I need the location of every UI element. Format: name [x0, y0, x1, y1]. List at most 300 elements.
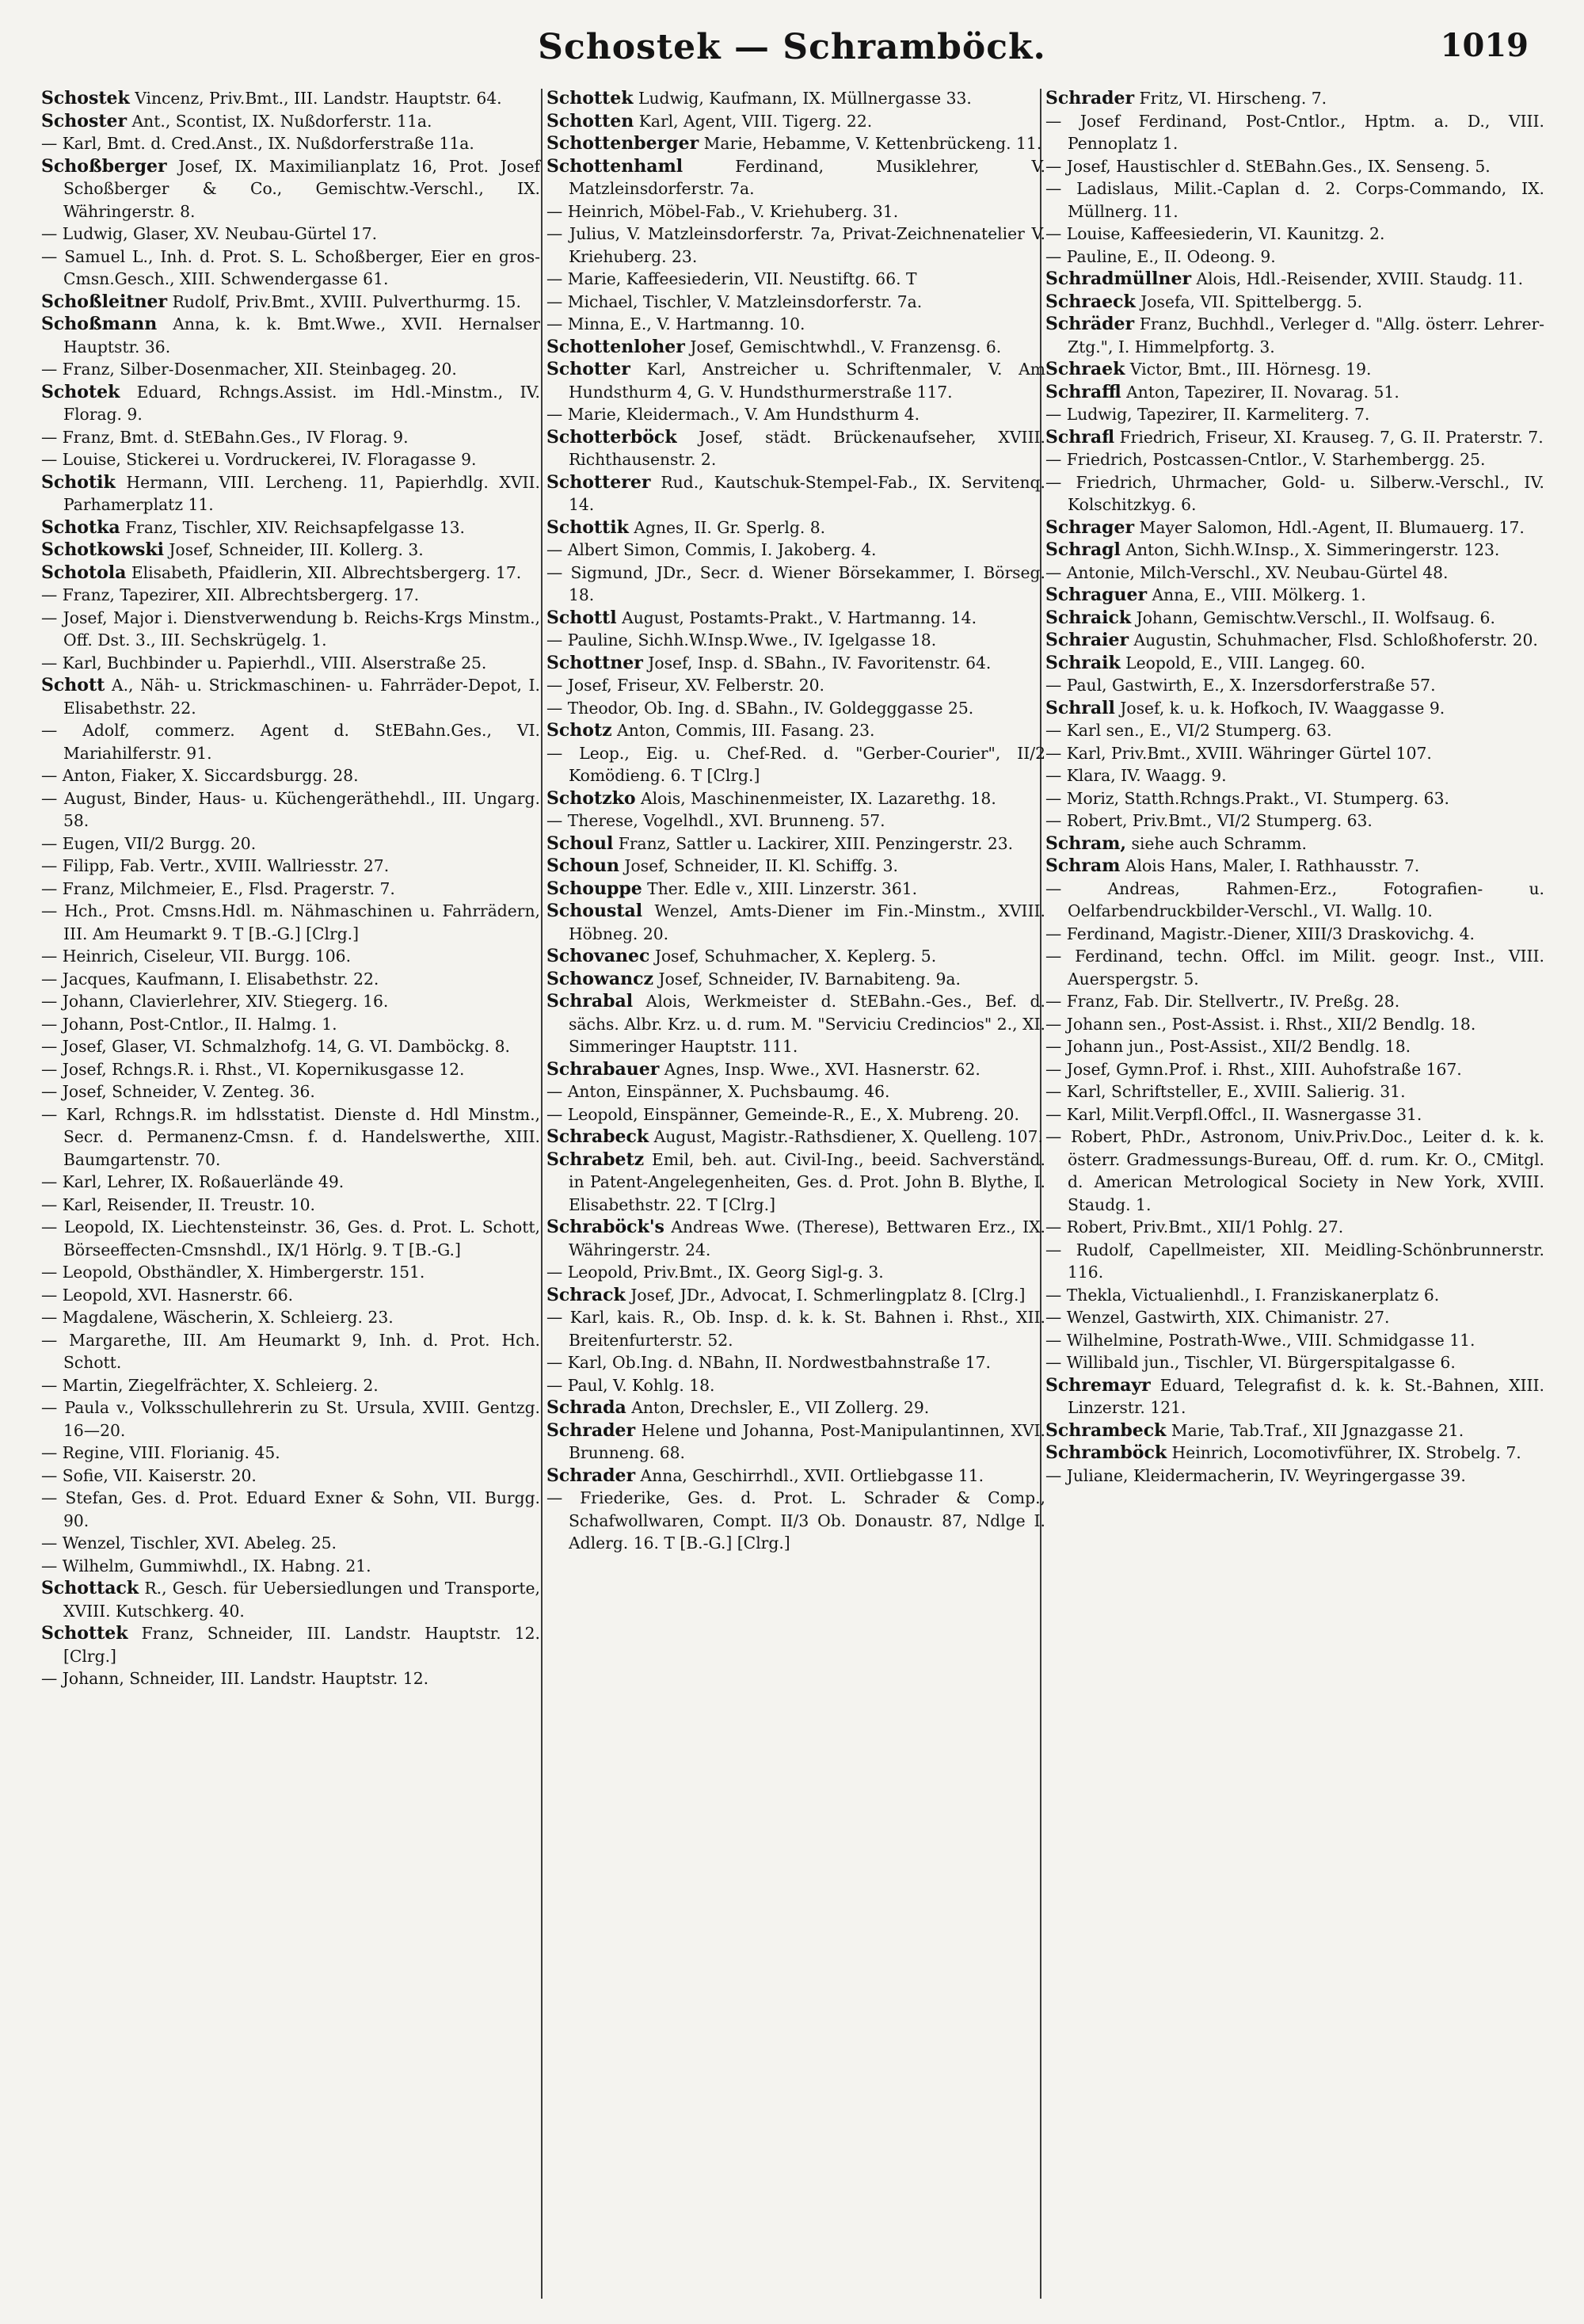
entry-details: — Stefan, Ges. d. Prot. Eduard Exner & Sohn, VII. Burgg. 90. — [41, 1488, 540, 1530]
entry-details: — Wilhelm, Gummiwhdl., IX. Habng. 21. — [41, 1556, 371, 1575]
directory-entry — [41, 855, 540, 878]
entry-details: — Wilhelmine, Postrath-Wwe., VIII. Schmidgasse 11. — [1045, 1330, 1475, 1350]
directory-entry — [546, 539, 1045, 562]
directory-entry — [1045, 426, 1544, 449]
directory-entry — [1045, 652, 1544, 675]
entry-surname: Schotten — [546, 110, 634, 131]
directory-entry — [546, 1216, 1045, 1261]
entry-details: — Karl, Reisender, II. Treustr. 10. — [41, 1194, 315, 1214]
entry-details: Karl, Anstreicher u. Schriftenmaler, V. Am Hundsthurm 4, G. V. Hundsthurmerstraße 117. — [569, 360, 1045, 402]
entry-details: — Leopold, XVI. Hasnerstr. 66. — [41, 1285, 294, 1305]
entry-surname: Schrabal — [546, 991, 634, 1012]
entry-details: — Karl, Rchngs.R. im hdlsstatist. Dienste d. Hdl Minstm., Secr. d. Permanenz-Cmsn. f. d. Handelswerthe, XIII. Baumgartenstr. 70. — [41, 1104, 540, 1169]
entry-surname: Schouppe — [546, 878, 642, 899]
directory-entry — [41, 1284, 540, 1307]
entry-details: — Josef, Schneider, V. Zenteg. 36. — [41, 1082, 315, 1101]
entry-details: Franz, Buchhdl., Verleger d. "Allg. österr. Lehrer-Ztg.", I. Himmelpfortg. 3. — [1068, 314, 1544, 356]
directory-entry — [41, 832, 540, 855]
directory-entry — [1045, 381, 1544, 404]
directory-entry — [1045, 1465, 1544, 1488]
entry-details: — Josef, Major i. Dienstverwendung b. Reichs-Krgs Minstm., Off. Dst. 3., III. Sechskrügelg. 1. — [41, 608, 540, 650]
directory-column-1 — [41, 87, 540, 1690]
entry-details: — Magdalene, Wäscherin, X. Schleierg. 23. — [41, 1308, 394, 1327]
directory-entry — [41, 448, 540, 471]
directory-entry — [41, 1396, 540, 1442]
directory-entry — [41, 719, 540, 764]
entry-details: Hermann, VIII. Lercheng. 11, Papierhdlg. XVII. Parhamerplatz 11. — [63, 472, 540, 514]
directory-entry — [41, 1035, 540, 1058]
directory-entry — [546, 1261, 1045, 1284]
directory-entry — [41, 1058, 540, 1081]
directory-entry — [546, 1465, 1045, 1488]
directory-entry — [546, 291, 1045, 314]
entry-details: — Adolf, commerz. Agent d. StEBahn.Ges., VI. Mariahilferstr. 91. — [41, 721, 540, 763]
directory-entry — [41, 223, 540, 246]
directory-entry — [41, 968, 540, 991]
entry-details: — Marie, Kleidermach., V. Am Hundsthurm 4. — [546, 405, 920, 424]
directory-entry — [1045, 1306, 1544, 1329]
directory-entry — [546, 855, 1045, 878]
entry-surname: Schotter — [546, 359, 630, 379]
entry-details: Josef, Schneider, III. Kollerg. 3. — [163, 540, 424, 559]
entry-details: — Klara, IV. Waagg. 9. — [1045, 766, 1227, 785]
entry-surname: Schottenloher — [546, 336, 685, 357]
entry-details: Rud., Kautschuk-Stempel-Fab., IX. Servitenq. 14. — [569, 472, 1045, 514]
directory-entry — [41, 607, 540, 652]
entry-details: — Louise, Stickerei u. Vordruckerei, IV. Floragasse 9. — [41, 450, 477, 469]
entry-details: — Leop., Eig. u. Chef-Red. d. "Gerber-Courier", II/2 Komödieng. 6. T [Clrg.] — [546, 743, 1045, 785]
entry-surname: Schowancz — [546, 968, 654, 989]
entry-surname: Schotterer — [546, 471, 651, 493]
entry-details: — Josef Ferdinand, Post-Cntlor., Hptm. a. D., VIII. Pennoplatz 1. — [1045, 111, 1544, 153]
directory-entry — [546, 697, 1045, 720]
entry-details: Karl, Agent, VIII. Tigerg. 22. — [634, 111, 873, 131]
entry-details: Anton, Commis, III. Fasang. 23. — [611, 721, 875, 740]
entry-details: — Paul, Gastwirth, E., X. Inzersdorferstraße 57. — [1045, 676, 1436, 695]
entry-details: Franz, Schneider, III. Landstr. Hauptstr. 12. [Clrg.] — [63, 1624, 540, 1666]
directory-entry — [546, 878, 1045, 901]
entry-surname: Schräder — [1045, 314, 1135, 334]
directory-entry — [546, 1351, 1045, 1374]
entry-details: — Marie, Kaffeesiederin, VII. Neustiftg. 66. T — [546, 269, 917, 288]
entry-details: — Josef, Friseur, XV. Felberstr. 20. — [546, 676, 824, 695]
entry-details: August, Magistr.-Rathsdiener, X. Quelleng. 107. — [649, 1127, 1043, 1146]
entry-surname: Schotka — [41, 516, 120, 538]
entry-details: — Karl, Bmt. d. Cred.Anst., IX. Nußdorferstraße 11a. — [41, 134, 474, 153]
directory-entry — [41, 313, 540, 358]
directory-entry — [1045, 1329, 1544, 1352]
directory-entry — [1045, 697, 1544, 720]
directory-entry — [41, 945, 540, 968]
directory-entry — [41, 1667, 540, 1690]
entry-details: Anna, Geschirrhdl., XVII. Ortliebgasse 11. — [635, 1465, 984, 1485]
directory-entry — [546, 1419, 1045, 1465]
directory-entry — [1045, 1216, 1544, 1239]
entry-details: Anton, Drechsler, E., VII Zollerg. 29. — [626, 1398, 930, 1417]
entry-surname: Schremayr — [1045, 1374, 1151, 1396]
entry-details: Agnes, II. Gr. Sperlg. 8. — [628, 517, 826, 537]
entry-details: — August, Binder, Haus- u. Küchengeräthehdl., III. Ungarg. 58. — [41, 788, 540, 830]
directory-entry — [41, 764, 540, 787]
entry-details: Alois, Maschinenmeister, IX. Lazarethg. 18. — [635, 788, 996, 808]
entry-details: Elisabeth, Pfaidlerin, XII. Albrechtsbergerg. 17. — [126, 562, 522, 582]
entry-surname: Schoustal — [546, 901, 643, 921]
entry-details: — Karl, Schriftsteller, E., XVIII. Salierig. 31. — [1045, 1082, 1406, 1101]
entry-details: — Karl, Ob.Ing. d. NBahn, II. Nordwestbahnstraße 17. — [546, 1353, 991, 1372]
entry-details: — Josef, Gymn.Prof. i. Rhst., XIII. Auhofstraße 167. — [1045, 1059, 1462, 1079]
directory-entry — [1045, 223, 1544, 246]
directory-entry — [41, 1306, 540, 1329]
directory-column-2 — [546, 87, 1045, 1555]
directory-entry — [546, 900, 1045, 945]
entry-surname: Schoul — [546, 832, 614, 854]
directory-entry — [41, 539, 540, 562]
entry-surname: Schotterböck — [546, 426, 677, 448]
entry-surname: Schoster — [41, 110, 128, 131]
entry-details: — Minna, E., V. Hartmanng. 10. — [546, 314, 805, 333]
directory-entry — [1045, 1351, 1544, 1374]
directory-entry — [1045, 110, 1544, 155]
entry-details: Ther. Edle v., XIII. Linzerstr. 361. — [642, 878, 918, 898]
entry-details: Andreas Wwe. (Therese), Bettwaren Erz., IX. Währingerstr. 24. — [569, 1217, 1045, 1259]
directory-entry — [1045, 990, 1544, 1013]
entry-surname: Schottek — [41, 1623, 128, 1644]
directory-entry — [1045, 155, 1544, 178]
directory-entry — [1045, 607, 1544, 630]
entry-surname: Schoßleitner — [41, 291, 168, 312]
directory-entry — [546, 336, 1045, 359]
entry-details: Anton, Sichh.W.Insp., X. Simmeringerstr. 123. — [1120, 540, 1500, 559]
directory-entry — [1045, 539, 1544, 562]
entry-details: — Leopold, Einspänner, Gemeinde-R., E., X. Mubreng. 20. — [546, 1104, 1019, 1124]
entry-details: A., Näh- u. Strickmaschinen- u. Fahrräder-Depot, I. Elisabethstr. 22. — [63, 676, 540, 718]
directory-entry — [546, 426, 1045, 471]
directory-entry — [41, 562, 540, 585]
entry-details: Fritz, VI. Hirscheng. 7. — [1134, 89, 1327, 108]
entry-details: — Anton, Fiaker, X. Siccardsburgg. 28. — [41, 766, 359, 785]
directory-entry — [546, 832, 1045, 855]
entry-details: Anna, E., VIII. Mölkerg. 1. — [1147, 585, 1366, 604]
directory-entry — [546, 787, 1045, 810]
entry-surname: Schotola — [41, 562, 127, 583]
entry-surname: Schotz — [546, 720, 612, 741]
entry-details: — Ludwig, Glaser, XV. Neubau-Gürtel 17. — [41, 224, 378, 243]
directory-entry — [1045, 945, 1544, 990]
entry-details: — Karl, Priv.Bmt., XVIII. Währinger Gürtel 107. — [1045, 743, 1432, 763]
directory-entry — [546, 110, 1045, 133]
entry-details: Ludwig, Kaufmann, IX. Müllnergasse 33. — [633, 89, 972, 108]
directory-entry — [1045, 764, 1544, 787]
page-header — [0, 22, 1584, 78]
entry-surname: Schrack — [546, 1284, 626, 1305]
directory-entry — [1045, 719, 1544, 742]
directory-entry — [41, 516, 540, 539]
entry-details: — Josef, Haustischler d. StEBahn.Ges., IX. Senseng. 5. — [1045, 156, 1491, 176]
entry-details: — Karl, Lehrer, IX. Roßauerlände 49. — [41, 1172, 345, 1191]
entry-details: — Sigmund, JDr., Secr. d. Wiener Börsekammer, I. Börseg. 18. — [546, 562, 1045, 604]
directory-entry — [546, 562, 1045, 607]
entry-details: — Heinrich, Ciseleur, VII. Burgg. 106. — [41, 947, 352, 966]
entry-surname: Schott — [41, 675, 105, 695]
entry-details: — Andreas, Rahmen-Erz., Fotografien- u. Oelfarbendruckbilder-Verschl., VI. Wallg. 10. — [1045, 878, 1544, 920]
entry-details: — Franz, Milchmeier, E., Flsd. Pragerstr. 7. — [41, 878, 395, 898]
directory-entry — [546, 990, 1045, 1058]
entry-surname: Schottenhaml — [546, 155, 683, 177]
entry-details: — Thekla, Victualienhdl., I. Franziskanerplatz 6. — [1045, 1285, 1440, 1305]
entry-details: Anna, k. k. Bmt.Wwe., XVII. Hernalser Hauptstr. 36. — [63, 314, 540, 356]
directory-entry — [1045, 403, 1544, 426]
entry-surname: Schostek — [41, 88, 130, 109]
directory-entry — [1045, 1284, 1544, 1307]
directory-entry — [546, 1058, 1045, 1081]
page-title: Schostek — Schramböck. — [538, 27, 1046, 67]
entry-details: — Martin, Ziegelfrächter, X. Schleierg. 2. — [41, 1375, 379, 1395]
directory-entry — [41, 878, 540, 901]
entry-details: — Juliane, Kleidermacherin, IV. Weyringergasse 39. — [1045, 1465, 1466, 1485]
entry-details: — Hch., Prot. Cmsns.Hdl. m. Nähmaschinen u. Fahrrädern, III. Am Heumarkt 9. T [B.-G.] [Clrg.] — [41, 901, 540, 943]
directory-entry — [1045, 471, 1544, 516]
directory-entry — [41, 1329, 540, 1374]
entry-surname: Schraguer — [1045, 585, 1148, 605]
directory-entry — [546, 268, 1045, 291]
entry-surname: Schottner — [546, 652, 643, 673]
entry-details: Josef, JDr., Advocat, I. Schmerlingplatz 8. [Clrg.] — [625, 1285, 1026, 1305]
directory-entry — [1045, 313, 1544, 358]
entry-details: — Jacques, Kaufmann, I. Elisabethstr. 22. — [41, 969, 379, 989]
directory-column-3 — [1045, 87, 1544, 1487]
entry-surname: Schradmüllner — [1045, 269, 1192, 289]
entry-details: — Johann sen., Post-Assist. i. Rhst., XII/2 Bendlg. 18. — [1045, 1014, 1476, 1034]
directory-entry — [546, 968, 1045, 991]
entry-surname: Schottl — [546, 607, 617, 628]
directory-entry — [41, 291, 540, 314]
entry-details: — Regine, VIII. Florianig. 45. — [41, 1443, 280, 1462]
directory-entry — [1045, 562, 1544, 585]
directory-entry — [546, 403, 1045, 426]
entry-surname: Schottek — [546, 88, 634, 109]
directory-entry — [546, 1149, 1045, 1217]
entry-details: — Johann, Post-Cntlor., II. Halmg. 1. — [41, 1014, 337, 1034]
entry-surname: Schraböck's — [546, 1217, 664, 1237]
entry-surname: Schrabauer — [546, 1058, 660, 1080]
directory-entry — [546, 358, 1045, 403]
entry-surname: Schrabeck — [546, 1126, 649, 1147]
directory-entry — [546, 1126, 1045, 1149]
directory-entry — [41, 652, 540, 675]
directory-entry — [41, 110, 540, 133]
column-divider — [541, 89, 543, 2299]
entry-details: — Antonie, Milch-Verschl., XV. Neubau-Gürtel 48. — [1045, 562, 1449, 582]
directory-entry — [41, 1013, 540, 1036]
directory-entry — [1045, 810, 1544, 832]
entry-surname: Schrader — [1045, 88, 1135, 109]
directory-entry — [41, 1171, 540, 1194]
directory-entry — [41, 358, 540, 381]
directory-entry — [546, 1103, 1045, 1126]
directory-entry — [546, 674, 1045, 697]
entry-details: Eduard, Telegrafist d. k. k. St.-Bahnen, XIII. Linzerstr. 121. — [1068, 1375, 1544, 1417]
entry-surname: Schrall — [1045, 697, 1115, 718]
entry-details: — Ferdinand, Magistr.-Diener, XIII/3 Draskovichg. 4. — [1045, 924, 1475, 943]
directory-entry — [41, 1194, 540, 1217]
directory-entry — [1045, 246, 1544, 269]
directory-entry — [41, 787, 540, 832]
directory-entry — [546, 1306, 1045, 1351]
entry-details: — Leopold, Priv.Bmt., IX. Georg Sigl-g. 3. — [546, 1263, 884, 1282]
entry-details: Rudolf, Priv.Bmt., XVIII. Pulverthurmg. 15. — [167, 291, 521, 311]
directory-entry — [546, 1284, 1045, 1307]
directory-entry — [1045, 1239, 1544, 1284]
directory-entry — [546, 200, 1045, 223]
directory-entry — [546, 87, 1045, 110]
entry-details: Emil, beh. aut. Civil-Ing., beeid. Sachverständ. in Patent-Angelegenheiten, Ges. d. Prot. John B. Blythe, I. Elisabethstr. 22. T [Clrg.] — [569, 1149, 1045, 1214]
entry-surname: Schotik — [41, 471, 116, 493]
entry-details: — Karl sen., E., VI/2 Stumperg. 63. — [1045, 721, 1332, 740]
entry-details: — Michael, Tischler, V. Matzleinsdorferstr. 7a. — [546, 291, 923, 311]
directory-entry — [1045, 87, 1544, 110]
entry-surname: Schrader — [546, 1419, 636, 1441]
page-number: 1019 — [1440, 27, 1529, 64]
entry-details: — Moriz, Statth.Rchngs.Prakt., VI. Stumperg. 63. — [1045, 788, 1449, 808]
entry-details: Leopold, E., VIII. Langeg. 60. — [1120, 653, 1365, 672]
directory-entry — [1045, 878, 1544, 923]
entry-details: — Wenzel, Tischler, XVI. Abeleg. 25. — [41, 1533, 337, 1553]
entry-details: — Filipp, Fab. Vertr., XVIII. Wallriesstr. 27. — [41, 856, 390, 875]
entry-details: August, Postamts-Prakt., V. Hartmanng. 14. — [616, 608, 977, 627]
entry-details: — Ludwig, Tapezirer, II. Karmeliterg. 7. — [1045, 405, 1370, 424]
entry-surname: Schoßmann — [41, 314, 158, 334]
entry-details: — Karl, Milit.Verpfl.Offcl., II. Wasnergasse 31. — [1045, 1104, 1422, 1124]
entry-details: Wenzel, Amts-Diener im Fin.-Minstm., XVIII. Höbneg. 20. — [569, 901, 1045, 943]
entry-details: — Louise, Kaffeesiederin, VI. Kaunitzg. 2. — [1045, 224, 1385, 243]
entry-details: — Anton, Einspänner, X. Puchsbaumg. 46. — [546, 1082, 890, 1101]
directory-entry — [1045, 855, 1544, 878]
directory-entry — [1045, 268, 1544, 291]
entry-details: — Ladislaus, Milit.-Caplan d. 2. Corps-Commando, IX. Müllnerg. 11. — [1045, 179, 1544, 221]
entry-details: Johann, Gemischtw.Verschl., II. Wolfsaug. 6. — [1131, 608, 1495, 627]
entry-details: Josef, Insp. d. SBahn., IV. Favoritenstr. 64. — [642, 653, 992, 672]
directory-entry — [546, 1396, 1045, 1419]
entry-surname: Schotzko — [546, 787, 636, 809]
directory-entry — [41, 674, 540, 719]
entry-surname: Schramböck — [1045, 1442, 1167, 1463]
directory-entry — [1045, 584, 1544, 607]
entry-surname: Schottik — [546, 516, 629, 538]
entry-surname: Schovanec — [546, 946, 650, 966]
entry-details: — Ferdinand, techn. Offcl. im Milit. geogr. Inst., VIII. Auerspergstr. 5. — [1045, 947, 1544, 989]
entry-details: siehe auch Schramm. — [1126, 833, 1307, 853]
entry-details: — Johann jun., Post-Assist., XII/2 Bendlg. 18. — [1045, 1037, 1411, 1056]
entry-details: Ferdinand, Musiklehrer, V. Matzleinsdorferstr. 7a. — [569, 156, 1045, 198]
directory-entry — [1045, 832, 1544, 855]
directory-entry — [41, 900, 540, 945]
entry-surname: Schraik — [1045, 652, 1121, 673]
directory-entry — [546, 516, 1045, 539]
directory-entry — [41, 990, 540, 1013]
entry-details: — Karl, kais. R., Ob. Insp. d. k. k. St. Bahnen i. Rhst., XII. Breitenfurterstr. 52. — [546, 1308, 1045, 1350]
entry-surname: Schram, — [1045, 832, 1127, 854]
directory-entry — [546, 607, 1045, 630]
directory-entry — [1045, 1103, 1544, 1126]
directory-entry — [41, 381, 540, 426]
directory-entry — [41, 1374, 540, 1397]
entry-details: — Eugen, VII/2 Burgg. 20. — [41, 833, 257, 853]
entry-details: — Pauline, E., II. Odeong. 9. — [1045, 246, 1276, 266]
entry-details: Josef, städt. Brückenaufseher, XVIII. Richthausenstr. 2. — [569, 427, 1045, 469]
entry-details: Josef, Schneider, IV. Barnabiteng. 9a. — [653, 969, 961, 989]
directory-entry — [41, 1080, 540, 1103]
entry-details: Josef, IX. Maximilianplatz 16, Prot. Josef Schoßberger & Co., Gemischtw.-Verschl., IX. Währingerstr. 8. — [63, 156, 540, 221]
directory-entry — [1045, 516, 1544, 539]
directory-entry — [546, 1080, 1045, 1103]
directory-entry — [1045, 1013, 1544, 1036]
directory-entry — [1045, 1419, 1544, 1442]
entry-details: — Leopold, Obsthändler, X. Himbergerstr. 151. — [41, 1263, 425, 1282]
entry-details: — Leopold, IX. Liechtensteinstr. 36, Ges. d. Prot. L. Schott, Börseeffecten-Cmsnshdl., IX/1 Hörlg. 9. T [B.-G.] — [41, 1217, 540, 1259]
entry-surname: Schoun — [546, 855, 619, 876]
entry-surname: Schrafl — [1045, 426, 1115, 448]
entry-details: Ant., Scontist, IX. Nußdorferstr. 11a. — [127, 111, 432, 131]
directory-entry — [546, 1487, 1045, 1555]
entry-surname: Schotek — [41, 381, 120, 402]
entry-details: — Josef, Glaser, VI. Schmalzhofg. 14, G. VI. Damböckg. 8. — [41, 1037, 510, 1056]
entry-surname: Schotkowski — [41, 539, 164, 560]
entry-surname: Schrabetz — [546, 1149, 645, 1170]
directory-entry — [1045, 177, 1544, 223]
directory-entry — [546, 1374, 1045, 1397]
entry-details: — Robert, Priv.Bmt., VI/2 Stumperg. 63. — [1045, 811, 1373, 830]
entry-details: Victor, Bmt., III. Hörnesg. 19. — [1125, 360, 1372, 379]
entry-surname: Schottenberger — [546, 133, 699, 154]
directory-entry — [1045, 358, 1544, 381]
entry-details: — Samuel L., Inh. d. Prot. S. L. Schoßberger, Eier en gros-Cmsn.Gesch., XIII. Schwendergasse 61. — [41, 246, 540, 288]
entry-details: — Friedrich, Postcassen-Cntlor., V. Starhembergg. 25. — [1045, 450, 1486, 469]
entry-details: — Robert, PhDr., Astronom, Univ.Priv.Doc., Leiter d. k. k. österr. Gradmessungs-Bureau, Off. d. rum. Kr. O., CMitgl. d. American Metrological Society in New York, XVIII. Staudg. 1. — [1045, 1127, 1544, 1214]
entry-details: Josef, Schneider, II. Kl. Schiffg. 3. — [619, 856, 898, 875]
directory-entry — [41, 1532, 540, 1555]
entry-details: — Margarethe, III. Am Heumarkt 9, Inh. d. Prot. Hch. Schott. — [41, 1330, 540, 1372]
entry-details: — Paula v., Volksschullehrerin zu St. Ursula, XVIII. Gentzg. 16—20. — [41, 1398, 540, 1440]
entry-details: Marie, Hebamme, V. Kettenbrückeng. 11. — [699, 134, 1042, 153]
entry-details: — Rudolf, Capellmeister, XII. Meidling-Schönbrunnerstr. 116. — [1045, 1240, 1544, 1282]
entry-details: Josefa, VII. Spittelbergg. 5. — [1135, 291, 1363, 311]
directory-entry — [41, 1577, 540, 1622]
directory-entry — [1045, 1035, 1544, 1058]
entry-surname: Schrader — [546, 1465, 636, 1486]
entry-details: Mayer Salomon, Hdl.-Agent, II. Blumauerg. 17. — [1134, 517, 1525, 537]
directory-entry — [41, 246, 540, 291]
entry-surname: Schraek — [1045, 359, 1125, 379]
entry-details: — Heinrich, Möbel-Fab., V. Kriehuberg. 31. — [546, 201, 899, 221]
directory-entry — [41, 1216, 540, 1261]
directory-entry — [41, 1622, 540, 1667]
entry-surname: Schraier — [1045, 630, 1129, 650]
entry-details: — Johann, Clavierlehrer, XIV. Stiegerg. 16. — [41, 992, 389, 1011]
directory-entry — [1045, 787, 1544, 810]
directory-entry — [546, 471, 1045, 516]
entry-details: Eduard, Rchngs.Assist. im Hdl.-Minstm., IV. Florag. 9. — [63, 382, 540, 424]
directory-entry — [41, 132, 540, 155]
entry-details: Alois, Hdl.-Reisender, XVIII. Staudg. 11. — [1191, 269, 1524, 288]
entry-details: Anton, Tapezirer, II. Novarag. 51. — [1121, 382, 1399, 402]
directory-entry — [546, 313, 1045, 336]
entry-details: — Wenzel, Gastwirth, XIX. Chimanistr. 27. — [1045, 1308, 1390, 1327]
directory-entry — [41, 471, 540, 516]
entry-details: Augustin, Schuhmacher, Flsd. Schloßhoferstr. 20. — [1129, 631, 1538, 650]
entry-surname: Schottack — [41, 1578, 139, 1598]
entry-details: — Theodor, Ob. Ing. d. SBahn., IV. Goldegggasse 25. — [546, 698, 974, 718]
entry-surname: Schram — [1045, 855, 1121, 876]
